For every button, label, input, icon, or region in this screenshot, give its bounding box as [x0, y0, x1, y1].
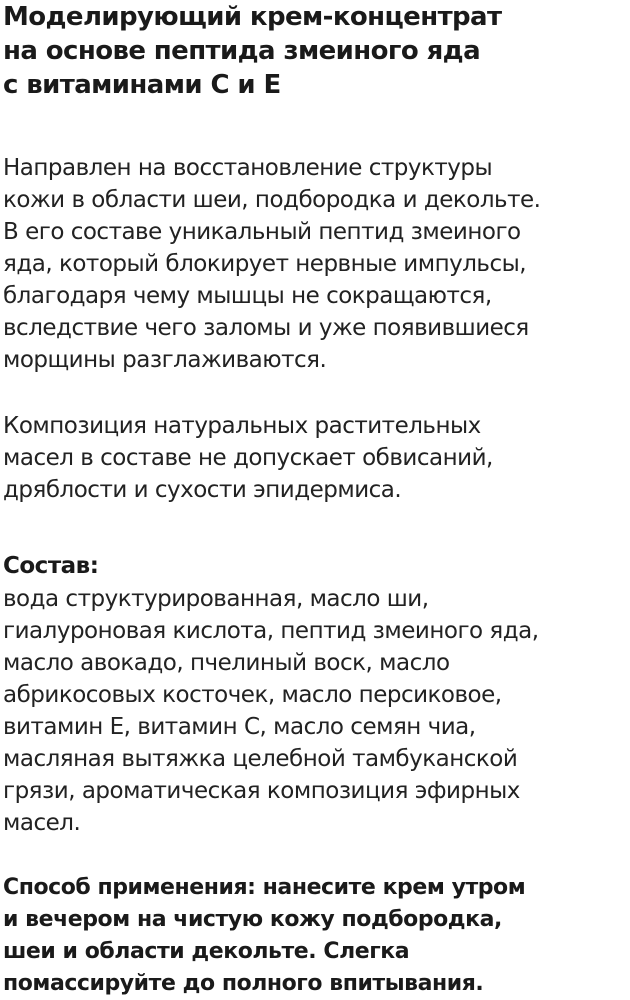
paragraph-line: морщины разглаживаются. — [3, 347, 327, 373]
paragraph-line: масел в составе не допускает обвисаний, — [3, 445, 493, 471]
composition-line: масло авокадо, пчелиный воск, масло — [3, 650, 450, 676]
composition-line: масляная вытяжка целебной тамбуканской — [3, 746, 518, 772]
paragraph-line: Направлен на восстановление структуры — [3, 155, 493, 181]
usage-line: и вечером на чистую кожу подбородка, — [3, 907, 502, 932]
paragraph-line: вследствие чего заломы и уже появившиеся — [3, 315, 529, 341]
composition-line: гиалуроновая кислота, пептид змеиного яда, — [3, 618, 539, 644]
composition-line: витамин Е, витамин С, масло семян чиа, — [3, 714, 476, 740]
composition-line: масел. — [3, 810, 81, 836]
usage-line: Способ применения: нанесите крем утром — [3, 875, 526, 900]
composition-line: вода структурированная, масло ши, — [3, 586, 429, 612]
composition-list — [3, 583, 539, 839]
title-line: с витаминами С и Е — [3, 70, 281, 100]
title-line: на основе пептида змеиного яда — [3, 36, 481, 66]
description-paragraph-2 — [3, 410, 493, 506]
paragraph-line: дряблости и сухости эпидермиса. — [3, 477, 402, 503]
title-line: Моделирующий крем-концентрат — [3, 2, 502, 32]
composition-heading: Состав: — [3, 553, 99, 579]
paragraph-line: Композиция натуральных растительных — [3, 413, 481, 439]
paragraph-line: яда, который блокирует нервные импульсы, — [3, 251, 527, 277]
paragraph-line: В его составе уникальный пептид змеиного — [3, 219, 521, 245]
usage-line: шеи и области декольте. Слегка — [3, 939, 410, 964]
paragraph-line: благодаря чему мышцы не сокращаются, — [3, 283, 492, 309]
usage-line: помассируйте до полного впитывания. — [3, 971, 484, 996]
paragraph-line: кожи в области шеи, подбородка и декольте. — [3, 187, 541, 213]
composition-line: абрикосовых косточек, масло персиковое, — [3, 682, 502, 708]
description-paragraph-1 — [3, 152, 540, 376]
composition-line: грязи, ароматическая композиция эфирных — [3, 778, 520, 804]
product-title — [3, 0, 501, 102]
usage-instructions — [3, 872, 525, 1000]
